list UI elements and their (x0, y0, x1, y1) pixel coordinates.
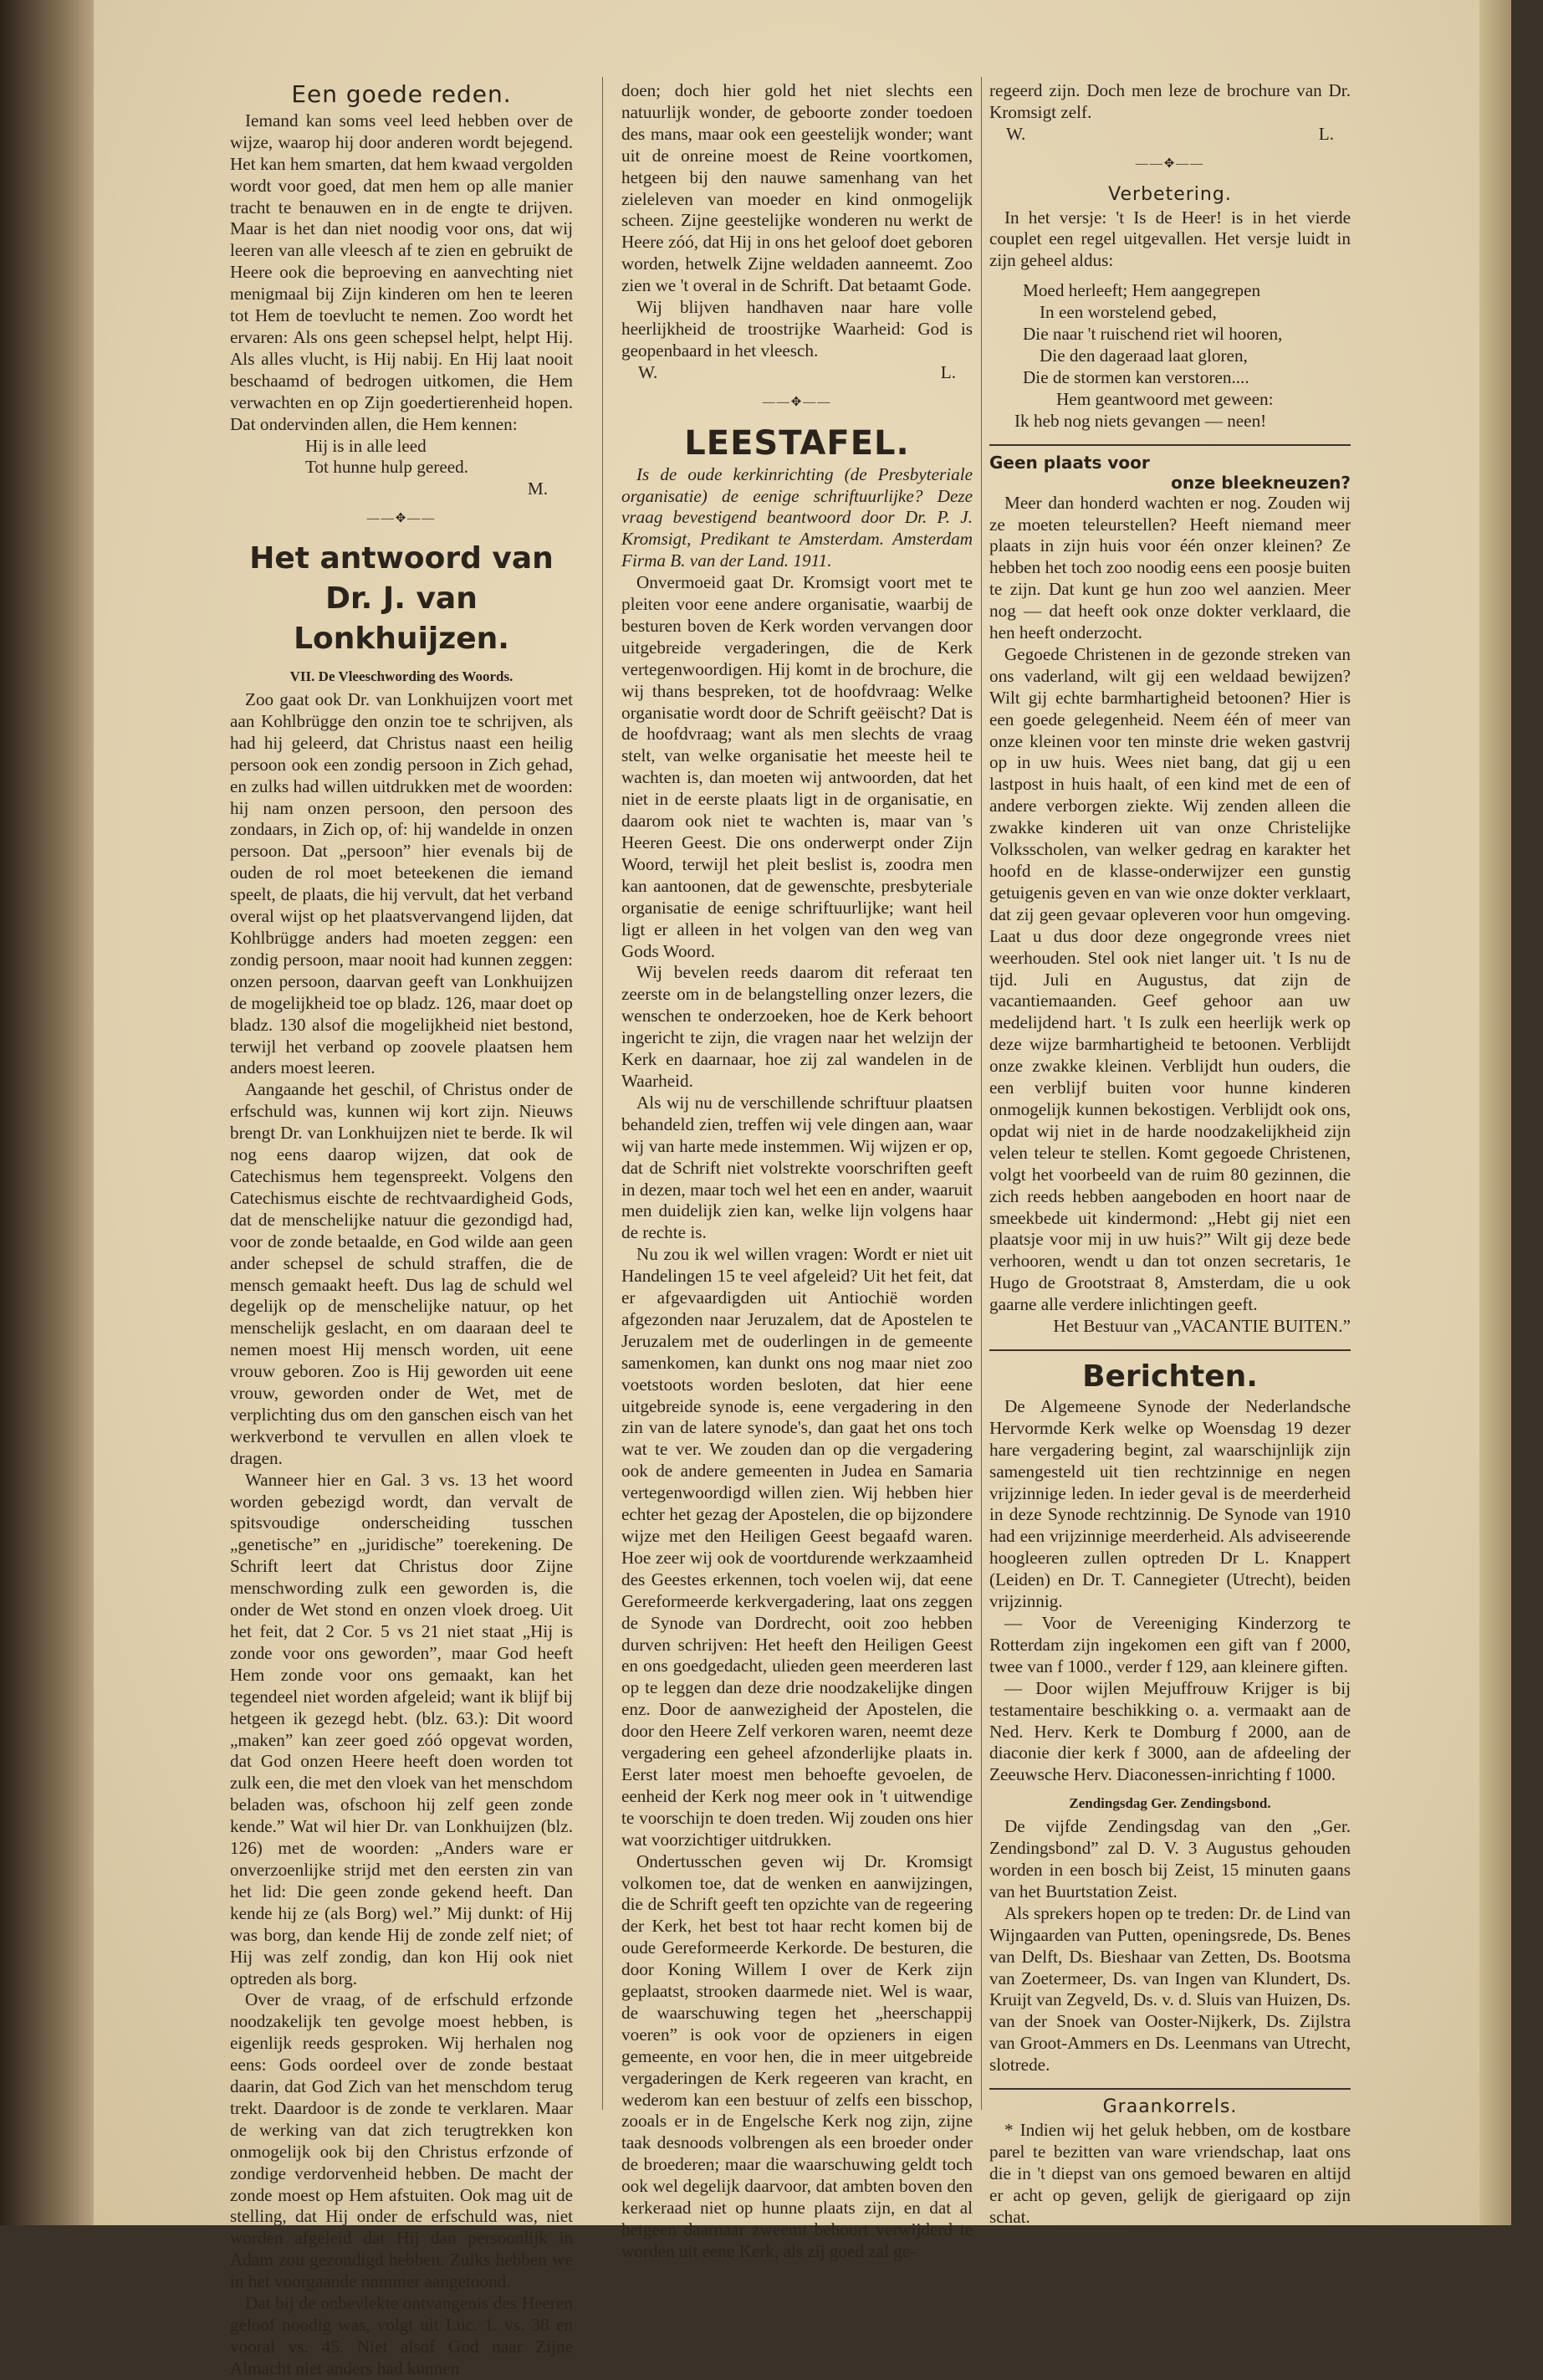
paragraph: Ondertusschen geven wij Dr. Kromsigt volkomen toe, dat de wenken en aanwijzingen, die de Schrift geeft ten opzichte van de regeering der Kerk, het best tot haar recht komen bij de oude Gereformeerde Kerkorde. De besturen, die door Koning Willem I over de Kerk zijn geplaatst, strooken daarmede niet. Wel is waar, de waarschuwing tegen het „heerschappij voeren” is ook voor de opzieners in eigen gemeente, en voor hen, die in meer uitgebreide vergaderingen de Kerk regeeren van kracht, en wederom kan een bestuur of zelfs een bisschop, zooals er in de Engelsche Kerk nog zijn, zijne taak desnoods volbrengen als een broeder onder de broederen; maar die waarschuwing geldt toch ook wel degelijk daarvoor, dat ambten boven den kerkeraad niet op hunne plaats zijn, en dat al hetgeen daarnaar zweemt behoort verwijderd te worden uit eene Kerk, als zij goed zal ge- (621, 1850, 973, 2261)
column-3 (989, 80, 1351, 2228)
article-subtitle: VII. De Vleeschwording des Woords. (289, 668, 513, 685)
article-title-antwoord: Het antwoord van Dr. J. van Lonkhuijzen. (249, 541, 554, 657)
section-title-geen-plaats: Geen plaats voor (989, 452, 1150, 473)
signature-left: W. (638, 361, 658, 382)
article-title-een-goede-reden: Een goede reden. (291, 80, 512, 108)
ornament-divider: ——✥—— (366, 512, 437, 526)
paragraph: De vijfde Zendingsdag van den „Ger. Zendingsbond” zal D. V. 3 Augustus gehouden worden in een bosch bij Zeist, 15 minuten gaans van het Buurtstation Zeist. (989, 1816, 1351, 1901)
section-title-leestafel: LEESTAFEL. (684, 423, 910, 463)
signature: M. (527, 479, 548, 499)
paragraph: Als wij nu de verschillende schriftuur plaatsen behandeld zien, treffen wij vele dingen aan, waar wij van harte mede instemmen. Wij wijzen er op, dat de Schrift niet volstrekte voorschriften geeft in dezen, maar toch wel het een en ander, waaruit men duidelijk zien kan, welke lijn volgens haar de rechte is. (621, 1092, 973, 1243)
poem-line: Die den dageraad laat gloren, (1040, 345, 1248, 366)
paragraph: Wij bevelen reeds daarom dit referaat ten zeerste om in de belangstelling onzer lezers, die wenschen te onderzoeken, hoe de Kerk behoort ingericht te zijn, die vragen naar het welzijn der Kerk en daarnaar, hoe zij zal wandelen in de Waarheid. (621, 962, 973, 1091)
column-rule-2 (981, 77, 982, 2110)
poem-line: Die de stormen kan verstoren.... (1023, 366, 1249, 387)
ornament-divider: ——✥—— (762, 395, 832, 409)
book-citation: Is de oude kerkinrichting (de Presbyteriale organisatie) de eenige schriftuurlijke? Deze vraag bevestigend beantwoord door Dr. P. J. Kromsigt, Predikant te Amsterdam. Amsterdam Firma B. van der Land. 1911. (621, 463, 973, 571)
divider-rule (989, 1349, 1351, 1351)
paragraph: Onvermoeid gaat Dr. Kromsigt voort met te pleiten voor eene andere organisatie, waarbij de besturen boven de Kerk worden vervangen door uitgebreide vergaderingen, die de Kerk vertegenwoordigen. Hij komt in de brochure, die wij thans bespreken, tot de hoofdvraag: Welke organisatie wordt door de Schrift geëischt? Dat is de hoofdvraag; want als men slechts de vraag stelt, van welke organisatie het meeste heil te wachten is, dan moeten wij antwoorden, dat het niet in de eerste plaats ligt in de organisatie, en daarom ook niet te wachten is, maar van 's Heeren Geest. Die ons onderwerpt onder Zijn Woord, terwijl het pleit beslist is, zoodra men kan aantoonen, dat de gewenschte, presbyteriale organisatie de eenige schriftuurlijke; want heil ligt er alleen in het volgen van den weg van Gods Woord. (621, 572, 973, 961)
section-title-bleekneuzen: onze bleekneuzen? (1171, 472, 1351, 493)
paragraph: doen; doch hier gold het niet slechts een natuurlijk wonder, de geboorte zonder toedoen des mans, maar ook een geestelijk wonder; want uit de onreine moest de Reine voortkomen, hetgeen bij den nauwe samenhang van het zieleleven van moeder en kind onmogelijk scheen. Zijne geestelijke wonderen nu werkt de Heere zóó, dat Hij in ons het geloof doet geboren worden, hetwelk Zijne weldaden aanneemt. Zoo zien we 't overal in de Schrift. Dat betaamt Gode. (621, 80, 973, 296)
poem-line: Moed herleeft; Hem aangegrepen (1023, 280, 1261, 301)
poem-line: In een worstelend gebed, (1040, 302, 1217, 323)
verse-line: Hij is in alle leed (305, 435, 427, 456)
paragraph: Iemand kan soms veel leed hebben over de wijze, waarop hij door anderen wordt bejegend. Het kan hem smarten, dat hem kwaad vergolden wordt voor goed, dat men hem op alle manier tracht te benauwen en in de engte te drijven. Maar is het dan niet noodig voor ons, dat wij leeren van alle vleesch af te zien en gebruikt de Heere ook die beproeving en aanvechting niet menigmaal bij Zijn kinderen om hen te leeren tot Hem de toevlucht te nemen. Zoo wordt het ervaren: Als ons geen schepsel helpt, helpt Hij. Als alles vlucht, is Hij nabij. En Hij laat nooit beschaamd of bedrogen uitkomen, die Hem verwachten en op Zijn goedertierenheid hopen. Dat ondervinden allen, die Hem kennen: (230, 110, 573, 434)
paragraph: Nu zou ik wel willen vragen: Wordt er niet uit Handelingen 15 te veel afgeleid? Uit het feit, dat er afgevaardigden uit Antiochië worden afgezonden naar Jeruzalem, dat de Apostelen te Jeruzalem met de ouderlingen in de gemeente samenkomen, kan dunkt ons nog maar niet zoo voetstoots worden besloten, dat hier eene uitgebreide synode is, eene vergadering in den zin van de latere synode's, dan gaat het ons toch wat te ver. We zouden dan op die vergadering ook de andere gemeenten in Judea en Samaria vertegenwoordigd willen zien. Wij hebben hier echter het gezag der Apostelen, die op bijzondere wijze met den Heiligen Geest begaafd waren. Hoe zeer wij ook de voortdurende werkzaamheid des Geestes erkennen, toch voelen wij, dat eene Gereformeerde kerkvergadering, laat ons zeggen de Synode van Dordrecht, ooit zoo hebben durven schrijven: Het heeft den Heiligen Geest en ons goedgedacht, ulieden geen meerderen last op te leggen dan deze drie noodzakelijke dingen enz. Door de aanwezigheid der Apostelen, die door den Heere Zelf verkoren waren, neemt deze vergadering een geheel afzonderlijke plaats in. Eerst later moest men behoefte gevoelen, de eenheid der Kerk nog meer ook in 't uitwendige te voorschijn te doen treden. Wij zouden ons hier wat voorzichtiger uitdrukken. (621, 1244, 973, 1850)
column-2 (621, 80, 973, 2263)
signature-left: W. (1006, 123, 1026, 144)
section-title-graankorrels: Graankorrels. (1102, 2096, 1238, 2118)
subsection-title-zendingsdag: Zendingsdag Ger. Zendingsbond. (1069, 1795, 1271, 1812)
divider-rule (989, 444, 1351, 446)
paragraph: Wanneer hier en Gal. 3 vs. 13 het woord worden gebezigd wordt, dan vervalt de spitsvoudige onderscheiding tusschen „genetische” en „juridische” toerekening. De Schrift leert dat Christus door Zijne menschwording zulk een geworden is, die onder de Wet stond en onzen vloek droeg. Uit het feit, dat 2 Cor. 5 vs 21 niet staat „Hij is zonde voor ons geworden”, maar God heeft Hem zonde voor ons gemaakt, kan het tegendeel niet worden afgeleid; want ik blijf bij hetgeen ik gezegd hebt. (blz. 63.): Dit woord „maken” kan zeer goed zóó opgevat worden, dat God onzen Heere heeft doen worden tot zulk een, die met den vloek van het menschdom beladen was, ofschoon hij zelf geen zonde kende.” Wat wil hier Dr. van Lonkhuijzen (blz. 126) met de woorden: „Anders ware er onverzoenlijke strijd met den eersten zin van het lid: Die geen zonde gekend heeft. Dan kende hij ze (als Borg) wel.” Mij dunkt: of Hij was borg, dan kende Hij de zonde zelf niet; of Hij was zelf zondig, dan kon Hij ook niet optreden als borg. (230, 1469, 573, 1988)
book-binding (0, 0, 94, 2225)
paragraph: Gegoede Christenen in de gezonde streken van ons vaderland, wilt gij een weldaad bewijzen? Wilt gij echte barmhartigheid betoonen? Hier is een goede gelegenheid. Neem één of meer van onze kleinen voor ten minste drie weken gastvrij op in uw huis. Wees niet bang, dat gij u een lastpost in huis haalt, of een kind met de een of andere verborgen ziekte. Wij zenden alleen die zwakke kinderen uit van onze Christelijke Volksscholen, van welker gedrag en karakter het hoofd en de klasse-onderwijzer een gunstig getuigenis geven en van wie onze dokter verklaart, dat zij geen gevaar opleveren voor hun omgeving. Laat u dus door deze ongegronde vrees niet weerhouden. Stel ook niet langer uit. 't Is nu de tijd. Juli en Augustus, dat zijn de vacantiemaanden. Geef gehoor aan uw medelijdend hart. 't Is zulk een heerlijk werk op deze wijze barmhartigheid te betoonen. Verblijdt onze zwakke kleinen. Verblijdt hun ouders, die een verblijf buiten voor hunne kinderen onmogelijk kunnen bekostigen. Verblijdt ook ons, opdat wij niet in de harde noodzakelijkheid zijn velen teleur te stellen. Komt gegoede Christenen, volgt het voorbeeld van de ruim 80 gezinnen, die zich reeds hebben aangeboden en hoort naar de smeekbede uit kindermond: „Hebt gij niet een plaatsje voor mij in uw huis?” Wilt gij deze bede verhooren, wendt u dan tot onzen secretaris, 1e Hugo de Grootstraat 8, Amsterdam, die u ook gaarne alle verdere inlichtingen geeft. (989, 643, 1351, 1315)
column-1 (230, 80, 573, 2380)
ornament-divider: ——✥—— (1135, 156, 1205, 171)
paragraph: Wij blijven handhaven naar hare volle heerlijkheid de troostrijke Waarheid: God is geopenbaard in het vleesch. (621, 297, 973, 361)
poem-line: Ik heb nog niets gevangen — neen! (1014, 410, 1267, 431)
section-title-berichten: Berichten. (1082, 1359, 1258, 1394)
paragraph: Dat bij de onbevlekte ontvangenis des Heeren geloof noodig was, volgt uit Luc. 1. vs. 38 en vooral vs. 45. Niet alsof God naar Zijne Almacht niet anders had kunnen (230, 2293, 573, 2378)
poem-line: Hem geantwoord met geween: (1056, 388, 1274, 409)
verse-line: Tot hunne hulp gereed. (305, 457, 469, 478)
paragraph: — Voor de Vereeniging Kinderzorg te Rotterdam zijn ingekomen een gift van f 2000, twee van f 1000., verder f 129, aan kleinere giften. (989, 1613, 1351, 1676)
signature: Het Bestuur van „VACANTIE BUITEN.” (1053, 1316, 1351, 1337)
poem-line: Die naar 't ruischend riet wil hooren, (1023, 324, 1283, 345)
paragraph: Zoo gaat ook Dr. van Lonkhuijzen voort met aan Kohlbrügge den onzin toe te schrijven, als had hij geleerd, dat Christus naast een heilig persoon ook een zondig persoon in Zich gehad, en zulks had willen uitdrukken met de woorden: hij nam onzen persoon, den persoon des zondaars, in Zich op, of: hij wandelde in onzen persoon. Dat „persoon” hier evenals bij de ouden de rol moet beteekenen die iemand speelt, de plaats, die hij vervult, dat het verband overal wijst op het plaatsvervangend lijden, dat Kohlbrügge anders had moeten zeggen: een zondig persoon, maar nooit had kunnen zeggen: onzen persoon, daarvan geeft van Lonkhuijzen de mogelijkheid toe op bladz. 126, maar doet op bladz. 130 alsof die mogelijkheid niet bestond, terwijl het verband op zoovele plaatsen hem anders moest leeren. (230, 689, 573, 1078)
paragraph: In het versje: 't Is de Heer! is in het vierde couplet een regel uitgevallen. Het versje luidt in zijn geheel aldus: (989, 207, 1351, 271)
page-edge (1479, 0, 1511, 2225)
column-rule-1 (602, 77, 603, 2110)
paragraph: Als sprekers hopen op te treden: Dr. de Lind van Wijngaarden van Putten, openingsrede, Ds. Benes van Delft, Ds. Bieshaar van Zetten, Ds. Bootsma van Zoetermeer, Ds. van Ingen van Klundert, Ds. Kruijt van Zegveld, Ds. v. d. Sluis van Huizen, Ds. van der Snoek van Ooster-Nijkerk, Ds. Zijlstra van Groot-Ammers en Ds. Leenmans van Utrecht, slotrede. (989, 1902, 1351, 2075)
signature-right: L. (940, 361, 956, 382)
paragraph: Over de vraag, of de erfschuld erfzonde noodzakelijk ten gevolge moest hebben, is eigenlijk reeds gesproken. Wij herhalen nog eens: Gods oordeel over de zonde bestaat daarin, dat God Zich van het menschdom terug trekt. Daardoor is de zonde te verklaren. Maar de werking van dat zich terugtrekken kon onmogelijk ook bij den Christus erfzonde of zondige verdorvenheid hebben. De macht der zonde moest op Hem afstuiten. Ook mag uit de stelling, dat Hij onder de erfschuld was, niet worden afgeleid dat Hij dan persoonlijk in Adam zou gezondigd hebben. Zulks hebben we in het voorgaande nnmmer aangetoond. (230, 1989, 573, 2292)
paragraph: Meer dan honderd wachten er nog. Zouden wij ze moeten teleurstellen? Heeft niemand meer plaats in zijn huis voor één onzer kleinen? Ze hebben het toch zoo noodig eens een poosje buiten te zijn. Dat kunt ge hun zoo wel aanzien. Meer nog — dat heeft ook onze dokter verklaard, die hen heeft onderzocht. (989, 492, 1351, 643)
paragraph: regeerd zijn. Doch men leze de brochure van Dr. Kromsigt zelf. (989, 80, 1351, 122)
divider-rule (989, 2088, 1351, 2090)
signature (621, 362, 973, 384)
paragraph: Aangaande het geschil, of Christus onder de erfschuld was, kunnen wij kort zijn. Nieuws brengt Dr. van Lonkhuijzen niet te berde. Ik wil nog eens daarop wijzen, dat ook de Catechismus hem tegenspreekt. Volgens den Catechismus eischte de rechtvaardigheid Gods, dat de menschelijke natuur die gezondigd had, voor de zonde betaalde, en God wilde aan geen ander schepsel de schuld straffen, die de mensch gemaakt heeft. Dus lag de schuld wel degelijk op de menschelijke natuur, op het menschelijk geslacht, en om daaraan deel te nemen moest Hij mensch worden, uit eene vrouw geboren. Zoo is Hij geworden uit eene vrouw, geworden onder de Wet, met de verplichting dus om den ganschen eisch van het werkverbond te vervullen en allen vloek te dragen. (230, 1079, 573, 1468)
paragraph: De Algemeene Synode der Nederlandsche Hervormde Kerk welke op Woensdag 19 dezer hare vergadering begint, zal waarschijnlijk zijn samengesteld uit tien rechtzinnige en negen vrijzinnige leden. In ieder geval is de meerderheid in deze Synode rechtzinnig. De Synode van 1910 had een vrijzinnige meerderheid. Als adviseerende hoogleeren zullen optreden Dr L. Knappert (Leiden) en Dr. T. Cannegieter (Utrecht), beiden vrijzinnig. (989, 1395, 1351, 1612)
signature-right: L. (1318, 123, 1334, 144)
section-title-verbetering: Verbetering. (1108, 183, 1232, 205)
paragraph: * Indien wij het geluk hebben, om de kostbare parel te bezitten van ware vriendschap, laat ons die in 't diepst van ons gemoed bewaren en altijd er acht op geven, gelijk de gierigaard op zijn schat. (989, 2119, 1351, 2227)
signature (989, 124, 1351, 146)
paragraph: — Door wijlen Mejuffrouw Krijger is bij testamentaire beschikking o. a. vermaakt aan de Ned. Herv. Kerk te Domburg f 2000, aan de diaconie dier kerk f 3000, aan de afdeeling der Zeeuwsche Herv. Diaconessen-inrichting f 1000. (989, 1677, 1351, 1785)
